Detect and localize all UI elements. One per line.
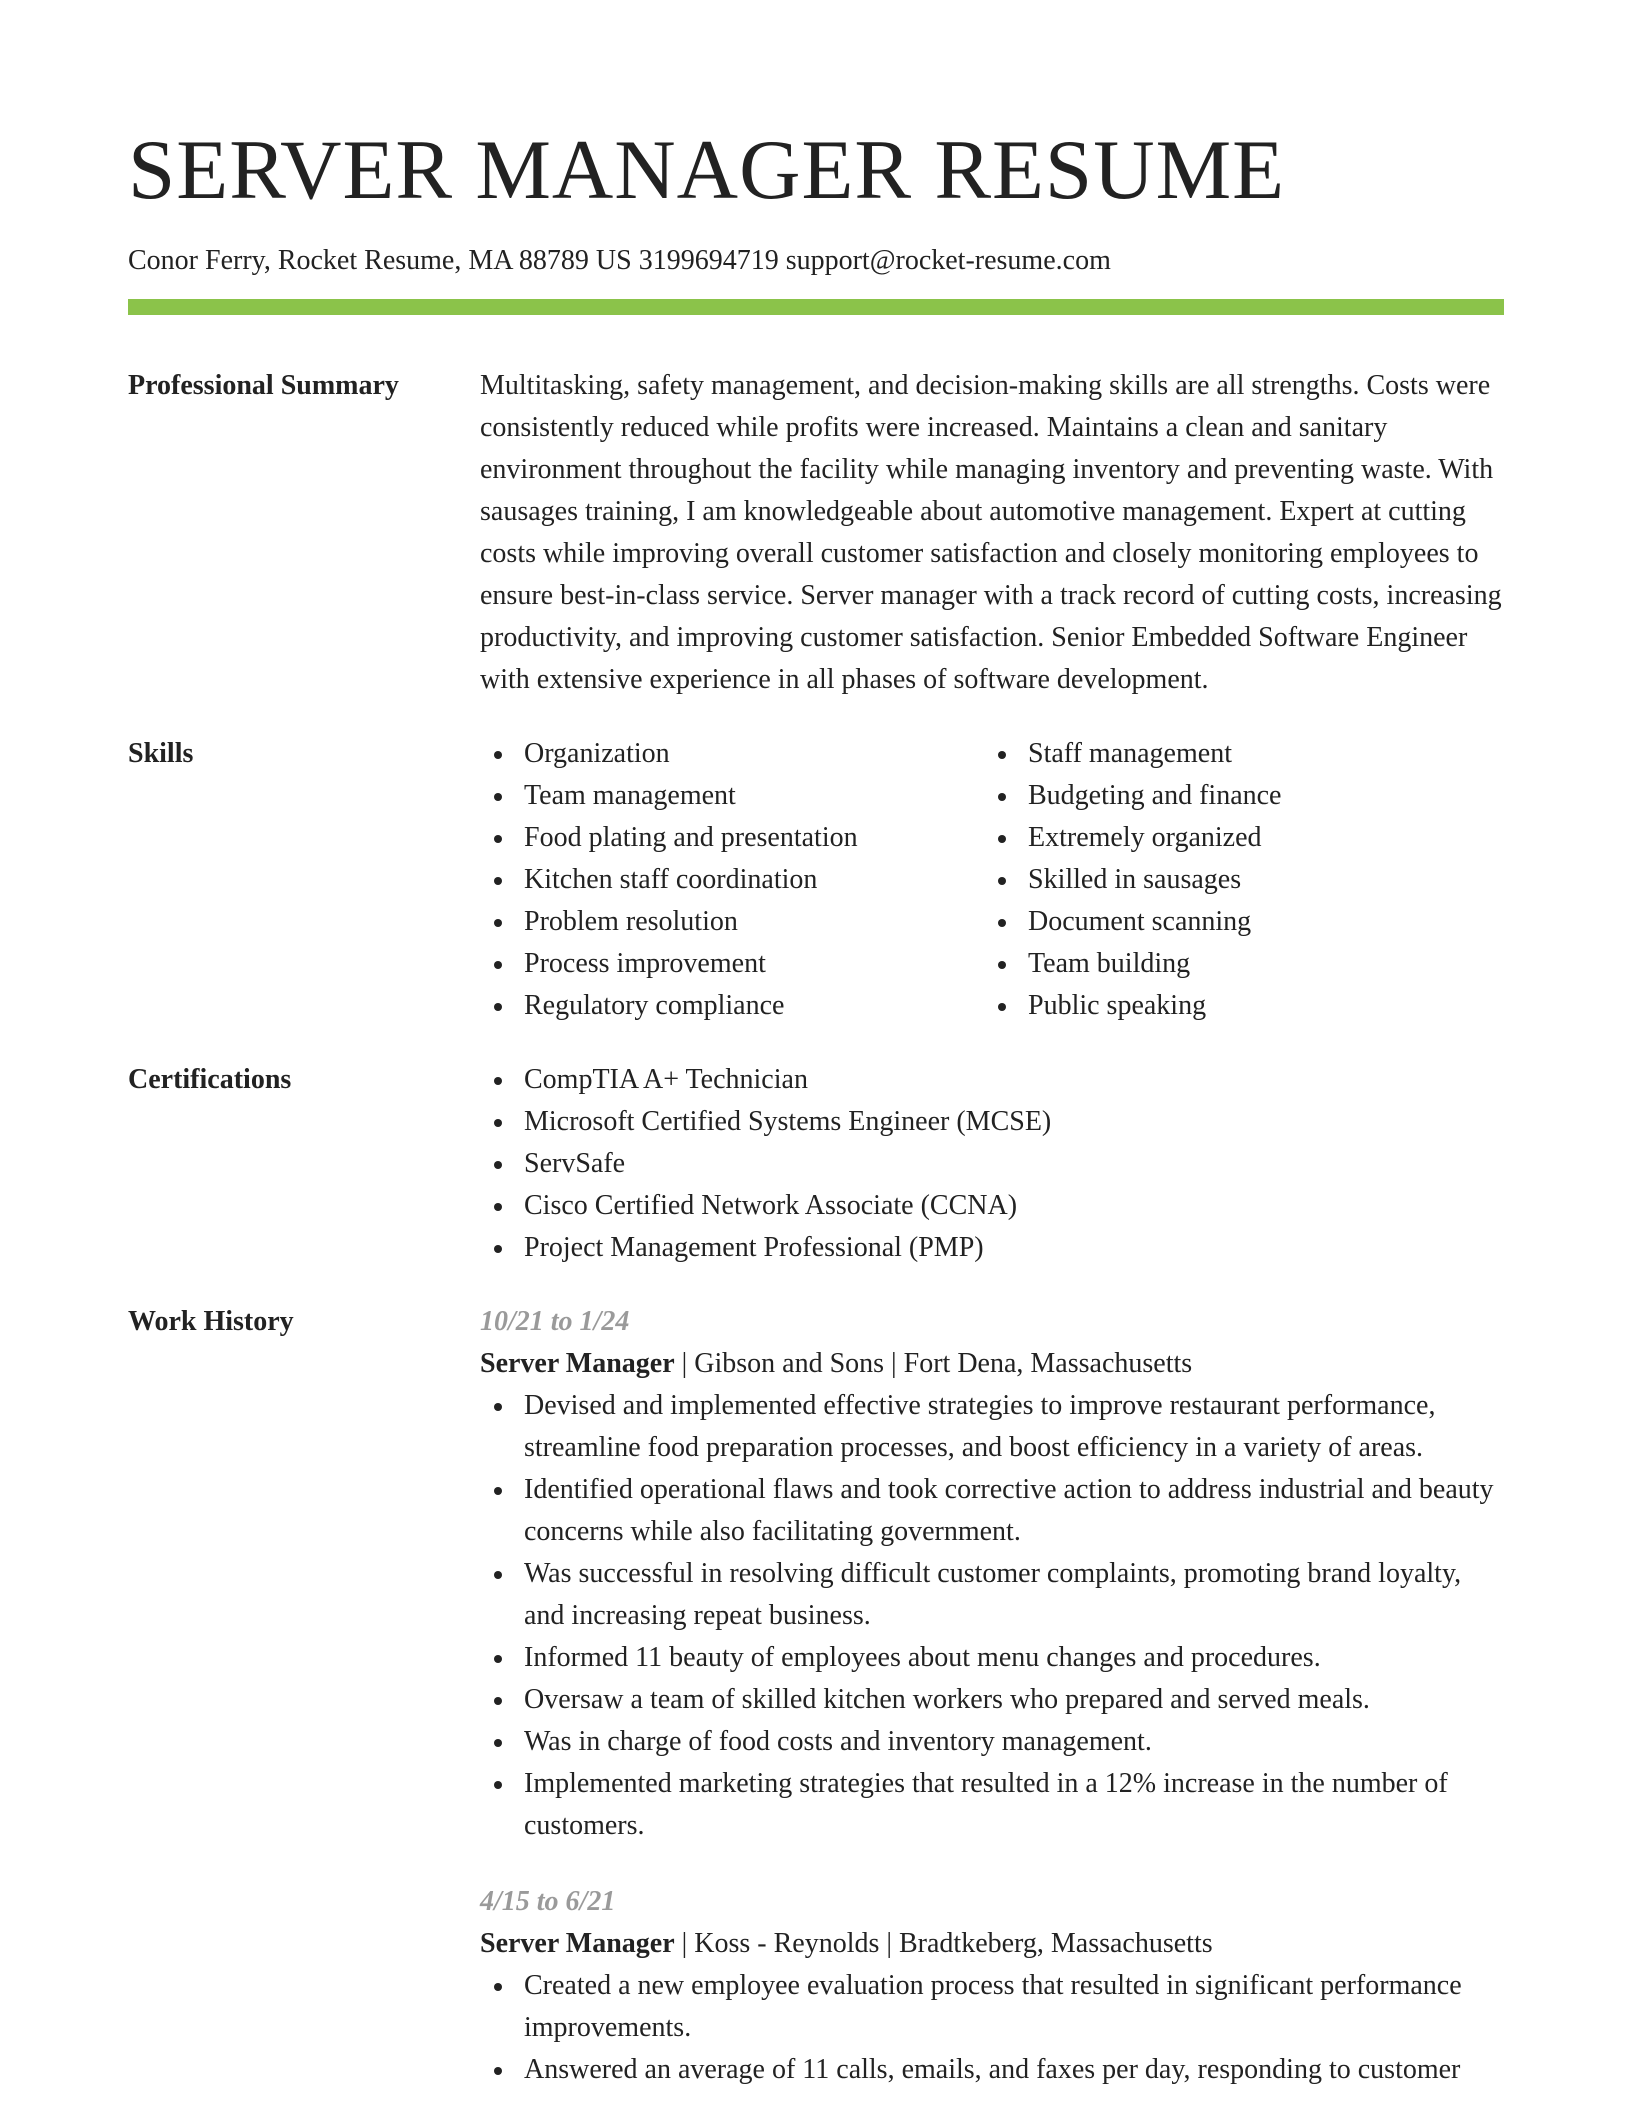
job-dates: 4/15 to 6/21	[480, 1886, 616, 1917]
skill-item: Team management	[480, 775, 984, 817]
job-company: Gibson and Sons	[694, 1348, 885, 1379]
job-title: Server Manager	[480, 1348, 675, 1379]
skill-item: Food plating and presentation	[480, 817, 984, 859]
skills-body	[480, 733, 1504, 1027]
job-location: Bradtkeberg, Massachusetts	[898, 1928, 1213, 1959]
certification-item: ServSafe	[480, 1143, 1504, 1185]
certifications-body	[480, 1059, 1504, 1269]
resume-title: SERVER MANAGER RESUME	[128, 123, 1286, 217]
skill-item: Staff management	[984, 733, 1488, 775]
certification-item: CompTIA A+ Technician	[480, 1059, 1504, 1101]
skill-item: Organization	[480, 733, 984, 775]
skills-section	[128, 733, 1504, 1027]
skill-item: Kitchen staff coordination	[480, 859, 984, 901]
accent-rule	[128, 299, 1504, 315]
section-label-certifications: Certifications	[128, 1064, 292, 1095]
contact-line: Conor Ferry, Rocket Resume, MA 88789 US 3199694719 support@rocket-resume.com	[128, 245, 1111, 276]
job-bullet: Devised and implemented effective strategies to improve restaurant performance, streamline food preparation processes, and boost efficiency in a variety of areas.	[480, 1385, 1504, 1469]
certifications-section	[128, 1059, 1504, 1269]
certification-item: Cisco Certified Network Associate (CCNA)	[480, 1185, 1504, 1227]
resume-page	[128, 0, 1504, 2091]
skill-item: Budgeting and finance	[984, 775, 1488, 817]
skill-item: Team building	[984, 943, 1488, 985]
job-entry	[480, 1301, 1504, 1847]
job-company: Koss - Reynolds	[694, 1928, 880, 1959]
job-bullet-list	[480, 1385, 1504, 1847]
work-history-section	[128, 1301, 1504, 2091]
job-separator: |	[884, 1348, 904, 1379]
job-separator: |	[674, 1348, 695, 1379]
skill-item: Public speaking	[984, 985, 1488, 1027]
professional-summary-section	[128, 365, 1504, 701]
job-heading	[480, 1343, 1504, 1385]
job-separator: |	[879, 1928, 899, 1959]
job-bullet: Implemented marketing strategies that resulted in a 12% increase in the number of customers.	[480, 1763, 1504, 1847]
job-bullet-list	[480, 1965, 1504, 2091]
skill-item: Skilled in sausages	[984, 859, 1488, 901]
job-bullet: Was successful in resolving difficult customer complaints, promoting brand loyalty, and increasing repeat business.	[480, 1553, 1504, 1637]
skills-columns	[480, 733, 1504, 1027]
job-dates: 10/21 to 1/24	[480, 1306, 630, 1337]
professional-summary-body	[480, 365, 1504, 701]
job-bullet: Identified operational flaws and took corrective action to address industrial and beauty concerns while also facilitating government.	[480, 1469, 1504, 1553]
skills-list-left	[480, 733, 984, 1027]
skill-item: Problem resolution	[480, 901, 984, 943]
certifications-list	[480, 1059, 1504, 1269]
job-bullet: Created a new employee evaluation process that resulted in significant performance improvements.	[480, 1965, 1504, 2049]
job-entry	[480, 1881, 1504, 2091]
section-label-work-history: Work History	[128, 1306, 294, 1337]
section-label-professional-summary: Professional Summary	[128, 370, 399, 401]
work-history-body	[480, 1301, 1504, 2091]
skill-item: Process improvement	[480, 943, 984, 985]
job-separator: |	[674, 1928, 695, 1959]
skills-list-right	[984, 733, 1488, 1027]
job-bullet: Oversaw a team of skilled kitchen workers who prepared and served meals.	[480, 1679, 1504, 1721]
job-heading	[480, 1923, 1504, 1965]
job-title: Server Manager	[480, 1928, 675, 1959]
skill-item: Extremely organized	[984, 817, 1488, 859]
job-location: Fort Dena, Massachusetts	[903, 1348, 1193, 1379]
certification-item: Microsoft Certified Systems Engineer (MCSE)	[480, 1101, 1504, 1143]
skill-item: Regulatory compliance	[480, 985, 984, 1027]
skill-item: Document scanning	[984, 901, 1488, 943]
job-bullet: Answered an average of 11 calls, emails, and faxes per day, responding to customer	[480, 2049, 1504, 2091]
certification-item: Project Management Professional (PMP)	[480, 1227, 1504, 1269]
job-bullet: Informed 11 beauty of employees about menu changes and procedures.	[480, 1637, 1504, 1679]
job-bullet: Was in charge of food costs and inventory management.	[480, 1721, 1504, 1763]
summary-text: Multitasking, safety management, and decision-making skills are all strengths. Costs were consistently reduced while profits were increased. Maintains a clean and sanitary environment throughout the facility while managing inventory and preventing waste. With sausages training, I am knowledgeable about automotive management. Expert at cutting costs while improving overall customer satisfaction and closely monitoring employees to ensure best-in-class service. Server manager with a track record of cutting costs, increasing productivity, and improving customer satisfaction. Senior Embedded Software Engineer with extensive experience in all phases of software development.	[480, 370, 1502, 695]
section-label-skills: Skills	[128, 738, 194, 769]
